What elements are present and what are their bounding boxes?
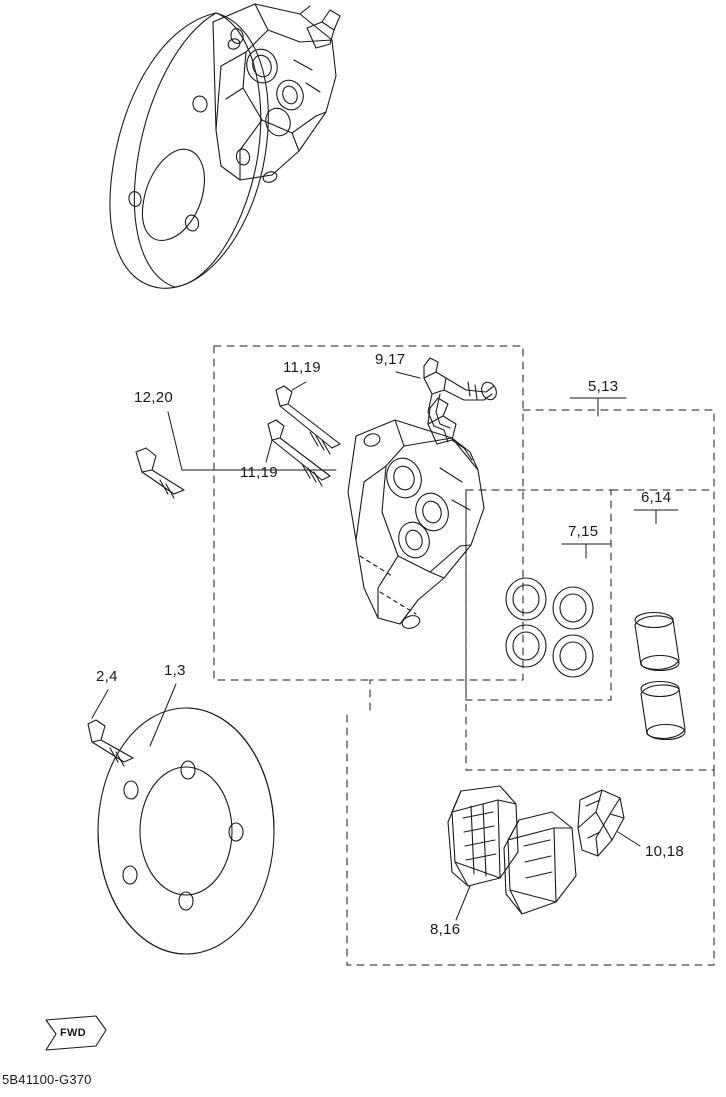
leader-2-4 (92, 690, 108, 718)
callout-1-3: 1,3 (164, 662, 186, 679)
leader-5-13 (570, 398, 626, 416)
callout-5-13: 5,13 (588, 378, 619, 395)
caliper-body-part (348, 398, 484, 630)
callout-8-16: 8,16 (430, 921, 461, 938)
caliper-mount-bolt (136, 448, 184, 498)
brake-disc-part (98, 708, 274, 954)
leader-9-17 (396, 372, 420, 378)
leader-10-18 (618, 832, 640, 846)
callout-9-17: 9,17 (375, 351, 406, 368)
leader-11-19-upper (292, 382, 306, 390)
callout-12-20: 12,20 (134, 389, 174, 406)
leader-8-16 (456, 886, 470, 920)
callout-11-19-upper: 11,19 (283, 359, 321, 376)
fwd-label: FWD (60, 1027, 86, 1039)
leader-7-15 (562, 544, 610, 558)
part-number-label: 5B41100-G370 (2, 1072, 92, 1087)
callout-7-15: 7,15 (568, 523, 599, 540)
callout-2-4: 2,4 (96, 668, 118, 685)
pad-spring-shim (578, 790, 624, 856)
leader-6-14 (634, 510, 678, 524)
leader-11-19-lower (266, 440, 272, 462)
assembled-brake-illustration (110, 4, 340, 288)
brake-pad-outer (448, 786, 518, 886)
piston-cylinders (635, 613, 685, 740)
brake-pad-inner (504, 812, 576, 914)
callout-10-18: 10,18 (645, 843, 685, 860)
slide-pin-bolt-upper (276, 386, 340, 454)
piston-seal-rings (506, 578, 593, 677)
leader-1-3 (150, 684, 176, 746)
bleed-screw-part (424, 358, 499, 442)
callout-6-14: 6,14 (641, 489, 672, 506)
disc-bolt-part (88, 720, 133, 766)
callout-11-19-lower: 11,19 (240, 464, 278, 481)
